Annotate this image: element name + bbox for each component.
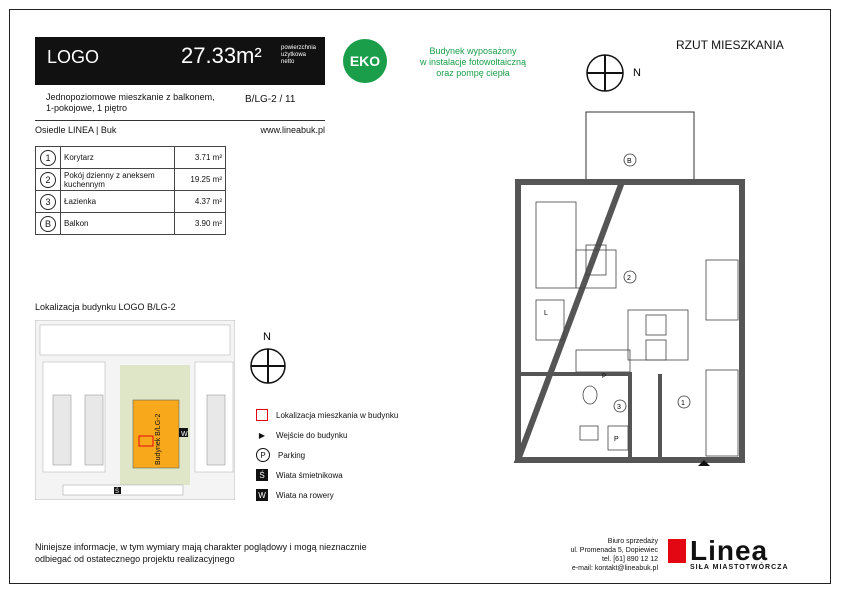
room-number: B bbox=[40, 216, 56, 232]
plan-label-room-1: 1 bbox=[681, 400, 685, 407]
floor-plan bbox=[510, 110, 750, 480]
plan-label-room-2: 2 bbox=[627, 275, 631, 282]
legend-item: P Parking bbox=[256, 445, 398, 465]
building-label: Budynek B/LG-2 bbox=[155, 413, 162, 465]
room-area: 3.90 m² bbox=[175, 213, 226, 235]
eko-badge: EKO bbox=[343, 39, 387, 83]
area-value: 27.33m² bbox=[181, 43, 262, 68]
table-row bbox=[36, 191, 226, 213]
apartment-code: B/LG-2 / 11 bbox=[245, 94, 296, 105]
red-rect-icon bbox=[256, 409, 268, 421]
svg-text:Ś: Ś bbox=[115, 489, 120, 495]
svg-text:L: L bbox=[544, 310, 548, 317]
plan-label-room-3: 3 bbox=[617, 404, 621, 411]
room-name: Korytarz bbox=[61, 147, 175, 169]
site-map bbox=[35, 320, 235, 500]
svg-text:P: P bbox=[602, 374, 607, 380]
trash-shelter-icon: Ś bbox=[256, 469, 268, 481]
logo-text: LOGO bbox=[47, 47, 100, 67]
legend-item: W Wiata na rowery bbox=[256, 485, 398, 505]
room-name: Pokój dzienny z aneksem kuchennym bbox=[61, 169, 175, 191]
legend-item: Lokalizacja mieszkania w budynku bbox=[256, 405, 398, 425]
parking-icon: P bbox=[256, 448, 270, 462]
room-name: Balkon bbox=[61, 213, 175, 235]
svg-text:N: N bbox=[263, 331, 271, 343]
header-bar bbox=[35, 37, 325, 85]
room-area: 4.37 m² bbox=[175, 191, 226, 213]
room-area: 3.71 m² bbox=[175, 147, 226, 169]
website-link[interactable]: www.lineabuk.pl bbox=[260, 125, 325, 135]
plan-title: RZUT MIESZKANIA bbox=[676, 38, 784, 52]
map-compass-icon bbox=[248, 330, 298, 388]
brand-mark-icon bbox=[668, 539, 686, 563]
location-title: Lokalizacja budynku LOGO B/LG-2 bbox=[35, 302, 176, 312]
brand-name: Linea bbox=[690, 535, 769, 566]
brand-tagline: SIŁA MIASTOTWÓRCZA bbox=[690, 564, 789, 571]
plan-label-balcony: B bbox=[627, 158, 632, 165]
svg-text:N: N bbox=[633, 67, 641, 79]
email-link[interactable]: e-mail: kontakt@lineabuk.pl bbox=[571, 565, 658, 572]
entrance-arrow-icon: ▶ bbox=[258, 430, 266, 440]
table-row bbox=[36, 147, 226, 169]
room-name: Łazienka bbox=[61, 191, 175, 213]
eko-text: Budynek wyposażony w instalacje fotowoltaiczną oraz pompę ciepła bbox=[419, 46, 527, 78]
brand-logo bbox=[668, 535, 789, 571]
sales-office: Biuro sprzedaży ul. Promenada 5, Dopiewiec tel. [61] 890 12 12 e-mail: kontakt@lineabuk.pl bbox=[540, 537, 658, 573]
legend-item: Ś Wiata śmietnikowa bbox=[256, 465, 398, 485]
map-legend bbox=[256, 405, 398, 505]
svg-text:W: W bbox=[181, 431, 188, 438]
table-row bbox=[36, 169, 226, 191]
description-line: Jednopoziomowe mieszkanie z balkonem, bbox=[46, 92, 215, 102]
room-area: 19.25 m² bbox=[175, 169, 226, 191]
room-number: 3 bbox=[40, 194, 56, 210]
legend-item: ▶ Wejście do budynku bbox=[256, 425, 398, 445]
estate-name: Osiedle LINEA | Buk bbox=[35, 125, 117, 135]
area-note: powierzchnia użytkowa netto bbox=[281, 45, 317, 65]
apartment-description bbox=[35, 86, 325, 121]
disclaimer: Niniejsze informacje, w tym wymiary mają charakter poglądowy i mogą nieznacznie odbiegać od ostatecznego projektu realizacyjnego bbox=[35, 542, 367, 564]
svg-text:P: P bbox=[614, 436, 619, 443]
description-line: 1-pokojowe, 1 piętro bbox=[46, 103, 128, 113]
room-number: 1 bbox=[40, 150, 56, 166]
estate-row bbox=[35, 125, 325, 135]
rooms-table bbox=[35, 146, 226, 235]
bike-shelter-icon: W bbox=[256, 489, 268, 501]
plan-compass-icon bbox=[585, 48, 655, 98]
table-row bbox=[36, 213, 226, 235]
room-number: 2 bbox=[40, 172, 56, 188]
